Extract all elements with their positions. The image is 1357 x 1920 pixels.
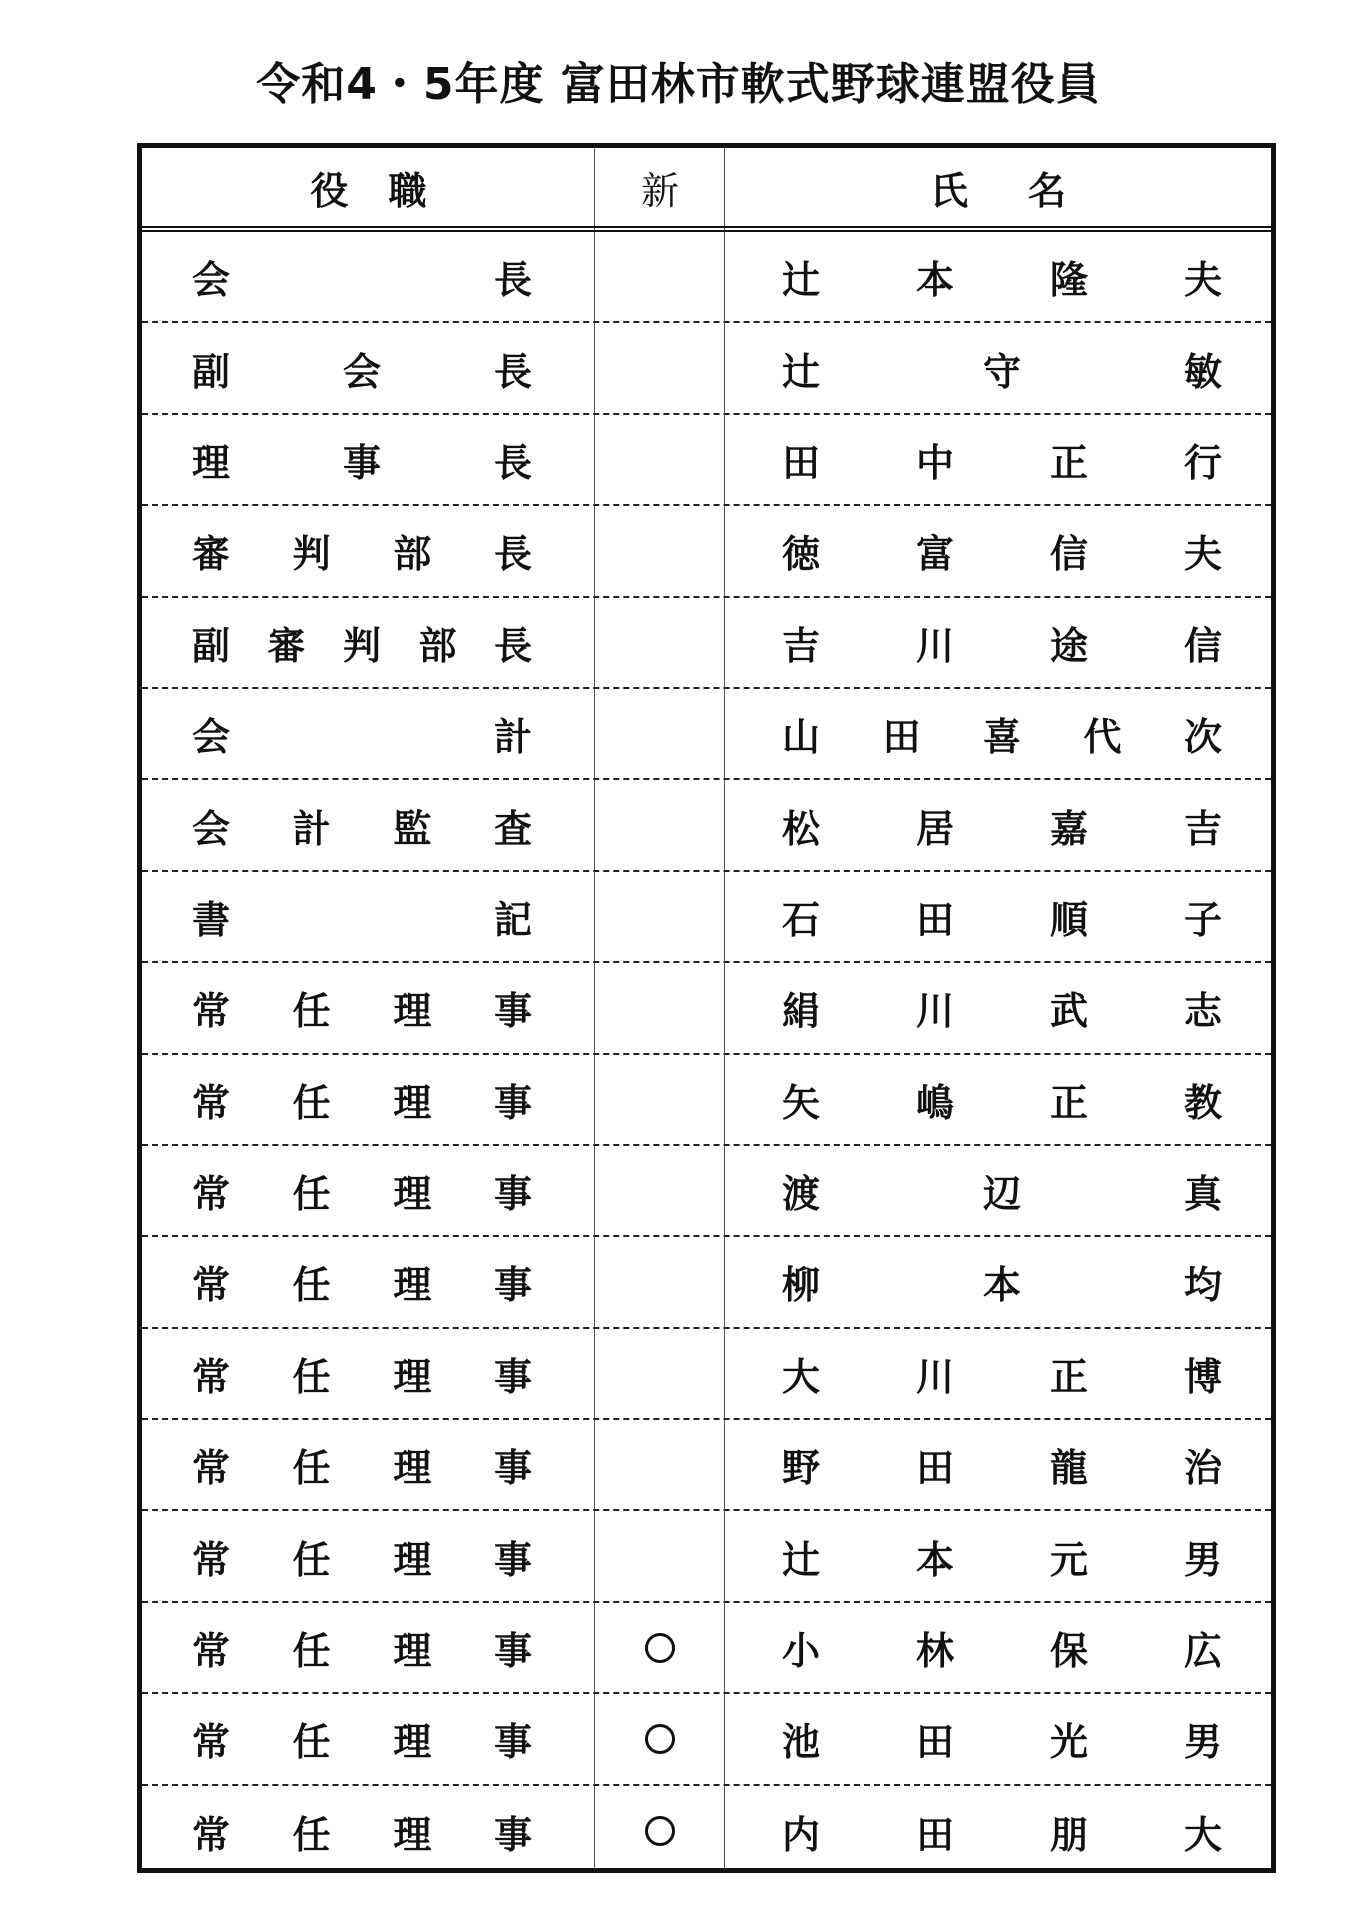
name-cell: 絹 川 武 志 — [782, 989, 1222, 1034]
name-cell: 石 田 順 子 — [782, 897, 1222, 942]
role-cell: 副 審 判 部 長 — [192, 623, 532, 668]
new-circle-mark — [645, 1816, 675, 1846]
table-header — [142, 148, 1271, 232]
table-row — [142, 1146, 1271, 1237]
name-cell: 辻 本 元 男 — [782, 1537, 1222, 1582]
table-row — [142, 1786, 1271, 1877]
role-cell: 常 任 理 事 — [192, 1537, 532, 1582]
role-cell: 書 記 — [192, 897, 532, 942]
name-cell: 徳 富 信 夫 — [782, 532, 1222, 577]
role-cell: 会 計 監 査 — [192, 806, 532, 851]
table-row — [142, 1420, 1271, 1511]
name-cell: 辻 本 隆 夫 — [782, 258, 1222, 303]
name-cell: 矢 嶋 正 教 — [782, 1080, 1222, 1125]
new-mark-cell — [595, 872, 725, 961]
name-cell: 小 林 保 広 — [782, 1629, 1222, 1674]
header-new: 新 — [640, 168, 679, 213]
table-row — [142, 232, 1271, 323]
page-title: 令和4・5年度 富田林市軟式野球連盟役員 — [256, 59, 1101, 110]
new-mark-cell — [595, 1511, 725, 1600]
name-cell: 柳 本 均 — [782, 1263, 1222, 1308]
new-mark-cell — [595, 963, 725, 1052]
name-cell: 野 田 龍 治 — [782, 1446, 1222, 1491]
table-row — [142, 415, 1271, 506]
name-cell: 大 川 正 博 — [782, 1354, 1222, 1399]
role-cell: 常 任 理 事 — [192, 989, 532, 1034]
role-cell: 審 判 部 長 — [192, 532, 532, 577]
table-row — [142, 963, 1271, 1054]
role-cell: 常 任 理 事 — [192, 1812, 532, 1857]
table-row — [142, 598, 1271, 689]
table-row — [142, 323, 1271, 414]
officers-table — [137, 143, 1276, 1873]
table-row — [142, 1603, 1271, 1694]
table-row — [142, 1237, 1271, 1328]
new-mark-cell — [595, 1329, 725, 1418]
table-row — [142, 1694, 1271, 1785]
table-body — [142, 232, 1271, 1877]
new-mark-cell — [595, 1420, 725, 1509]
new-mark-cell — [595, 506, 725, 595]
role-cell: 会 計 — [192, 715, 532, 760]
role-cell: 常 任 理 事 — [192, 1629, 532, 1674]
new-mark-cell — [595, 1055, 725, 1144]
new-mark-cell — [595, 415, 725, 504]
role-cell: 常 任 理 事 — [192, 1720, 532, 1765]
role-cell: 会 長 — [192, 258, 532, 303]
table-row — [142, 872, 1271, 963]
role-cell: 常 任 理 事 — [192, 1446, 532, 1491]
header-role: 役職 — [310, 168, 467, 213]
name-cell: 田 中 正 行 — [782, 440, 1222, 485]
table-row — [142, 1329, 1271, 1420]
role-cell: 常 任 理 事 — [192, 1172, 532, 1217]
table-row — [142, 780, 1271, 871]
name-cell: 池 田 光 男 — [782, 1720, 1222, 1765]
role-cell: 常 任 理 事 — [192, 1263, 532, 1308]
role-cell: 常 任 理 事 — [192, 1354, 532, 1399]
name-cell: 辻 守 敏 — [782, 349, 1222, 394]
new-mark-cell — [595, 780, 725, 869]
header-name: 氏名 — [929, 168, 1126, 213]
table-row — [142, 1055, 1271, 1146]
new-mark-cell — [595, 323, 725, 412]
role-cell: 常 任 理 事 — [192, 1080, 532, 1125]
name-cell: 吉 川 途 信 — [782, 623, 1222, 668]
new-mark-cell — [595, 232, 725, 321]
role-cell: 副 会 長 — [192, 349, 532, 394]
new-mark-cell — [595, 1786, 725, 1877]
new-mark-cell — [595, 689, 725, 778]
role-cell: 理 事 長 — [192, 440, 532, 485]
table-row — [142, 689, 1271, 780]
new-mark-cell — [595, 1694, 725, 1783]
name-cell: 渡 辺 真 — [782, 1172, 1222, 1217]
new-mark-cell — [595, 1146, 725, 1235]
new-circle-mark — [645, 1724, 675, 1754]
table-row — [142, 1511, 1271, 1602]
new-mark-cell — [595, 1237, 725, 1326]
name-cell: 内 田 朋 大 — [782, 1812, 1222, 1857]
table-row — [142, 506, 1271, 597]
new-mark-cell — [595, 598, 725, 687]
new-circle-mark — [645, 1633, 675, 1663]
name-cell: 山 田 喜 代 次 — [782, 715, 1222, 760]
name-cell: 松 居 嘉 吉 — [782, 806, 1222, 851]
new-mark-cell — [595, 1603, 725, 1692]
